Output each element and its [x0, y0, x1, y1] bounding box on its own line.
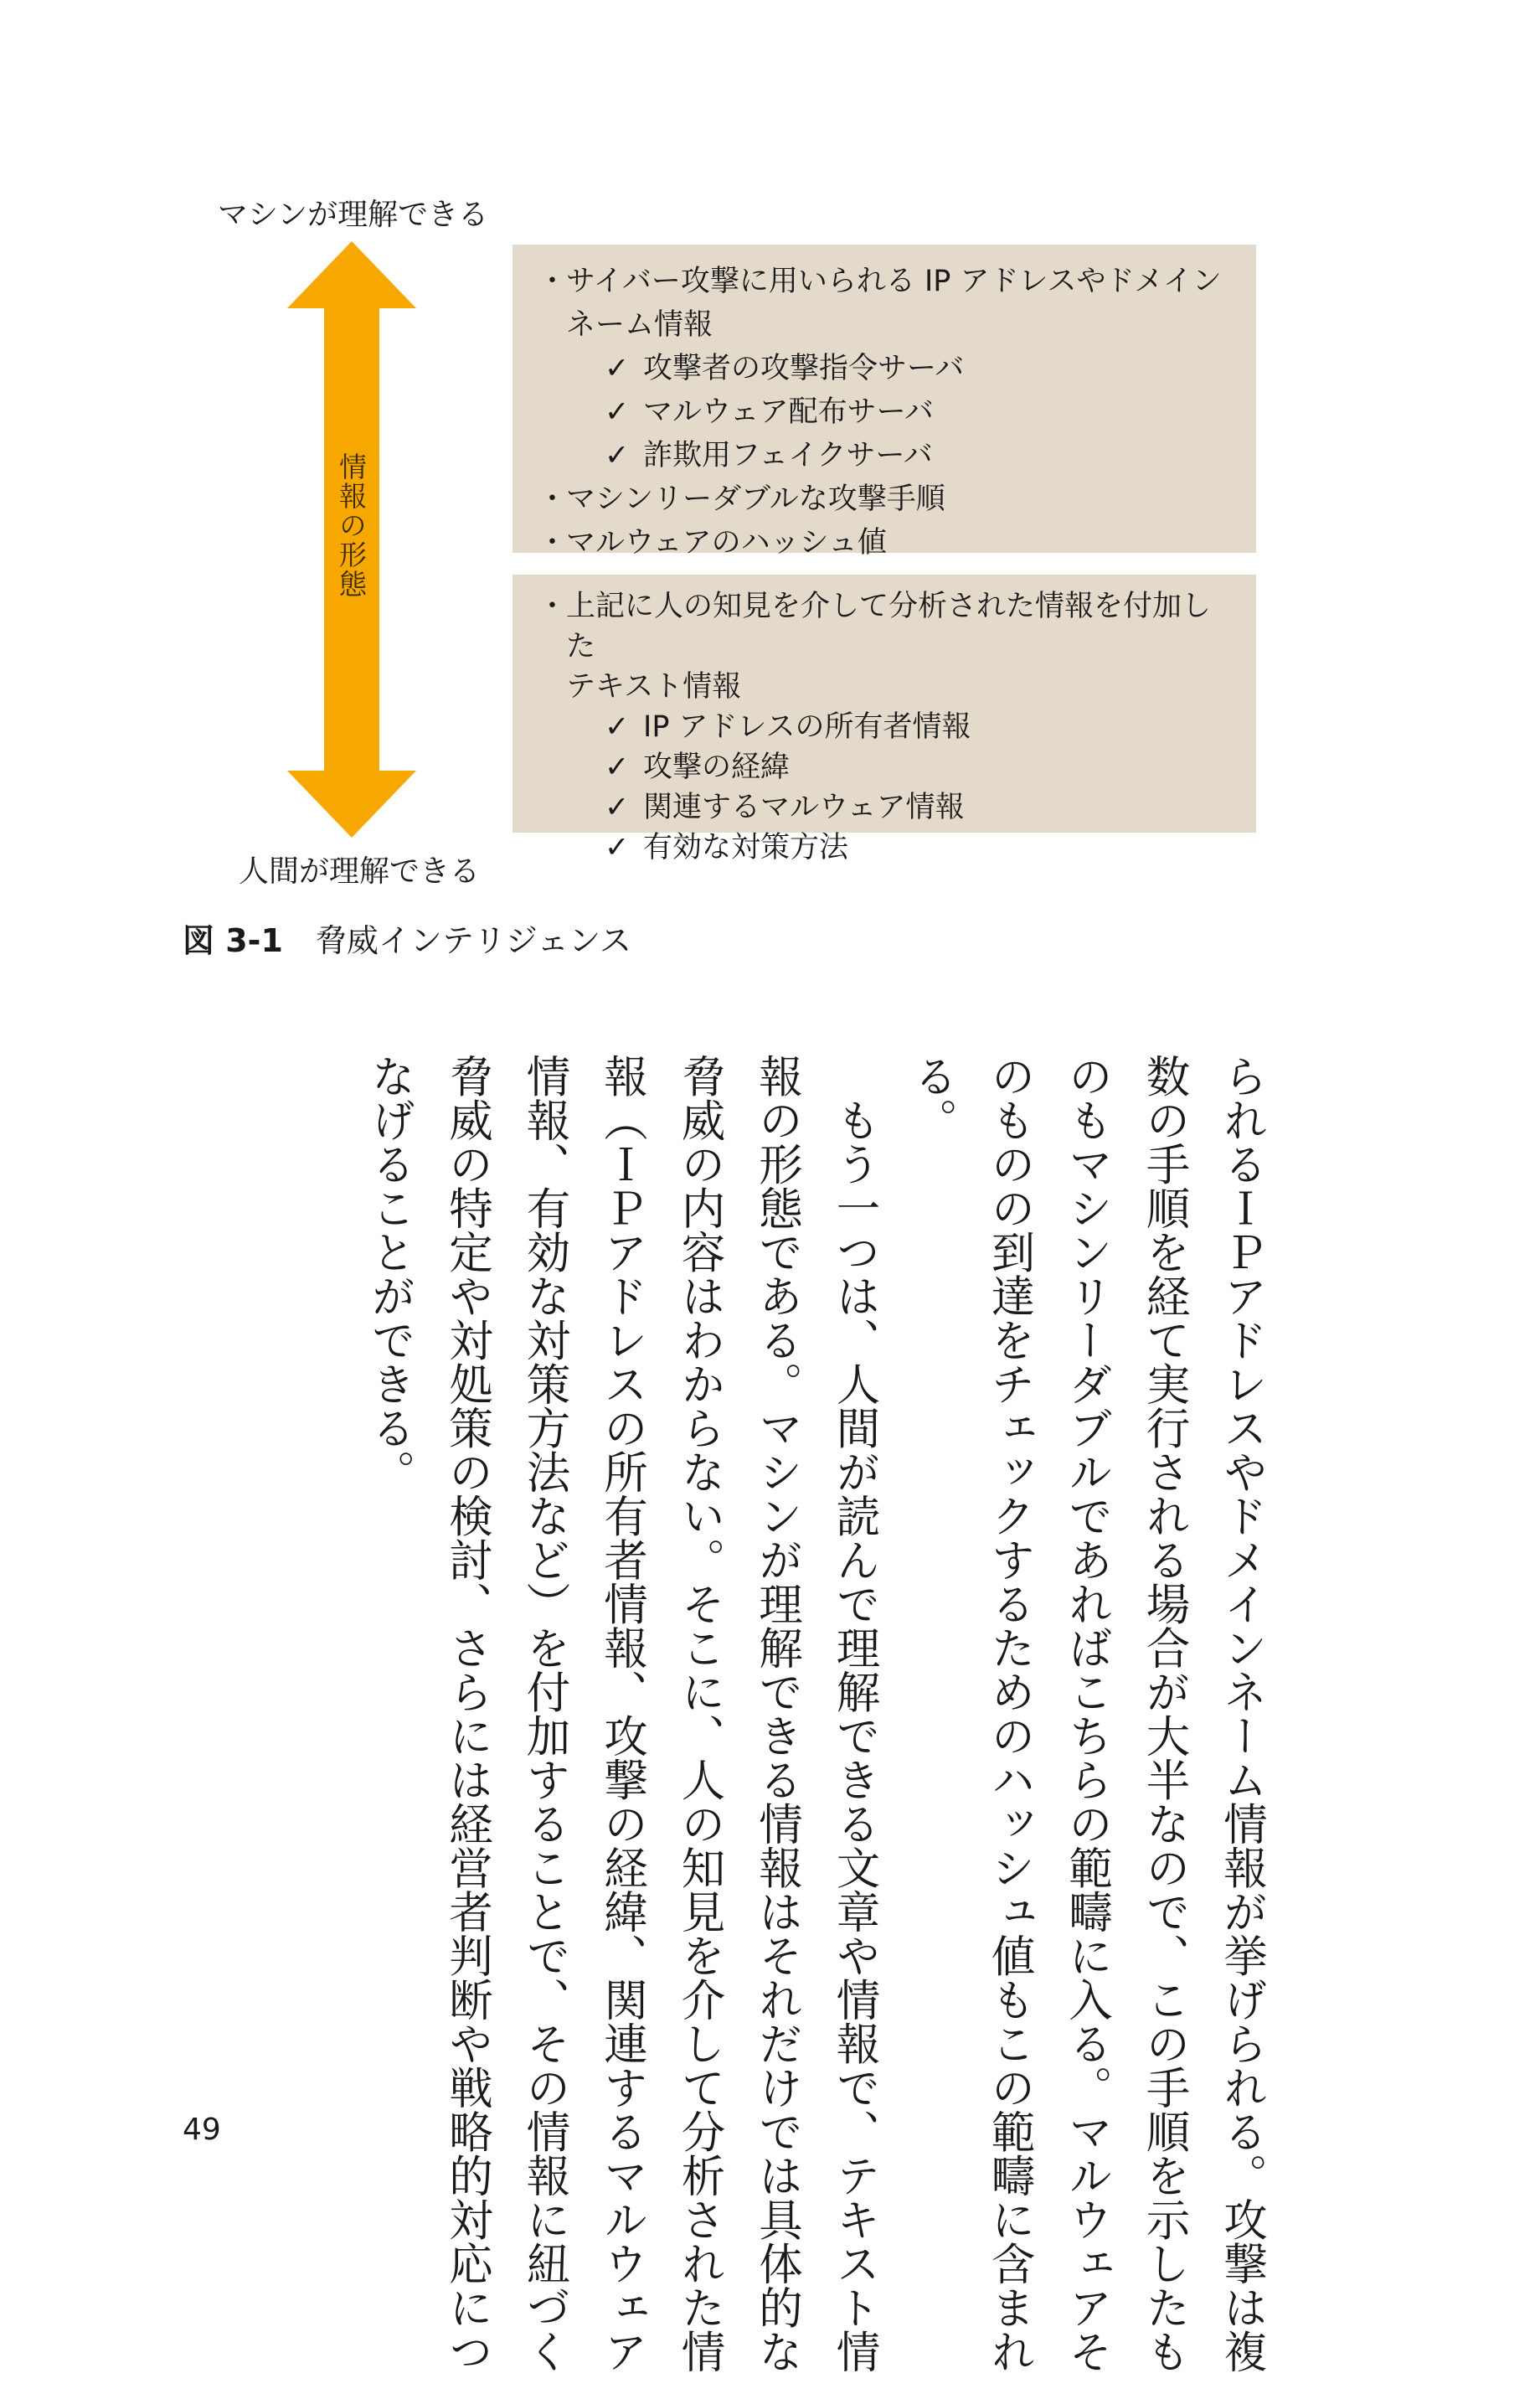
paragraph: られるＩＰアドレスやドメインネーム情報が挙げられる。攻撃は複数の手順を経て実行される場合が大半なので、この手順を示したものもマシンリーダブルであればこちらの範疇に入る。マルウェアそのものの到達をチェックするためのハッシュ値もこの範疇に含まれる。 [907, 1054, 1268, 2373]
check-item [538, 347, 1239, 390]
list-item [538, 477, 1239, 521]
list-item [538, 521, 1239, 565]
check-item [538, 707, 1239, 747]
axis-label-information-form: 情報の形態 [335, 452, 368, 599]
bullet-dot: ・ [538, 265, 568, 298]
bullet-dot: ・ [538, 482, 568, 516]
check-text: 攻撃者の攻撃指令サーバ [643, 352, 965, 385]
top-axis-label: マシンが理解できる [218, 198, 489, 232]
bullet-continuation: テキスト情報 [566, 670, 742, 704]
machine-readable-info-box [512, 245, 1256, 560]
bullet-dot: ・ [538, 526, 568, 560]
check-item [538, 828, 1239, 868]
figure-title: 脅威インテリジェンス [314, 922, 631, 959]
check-item [538, 747, 1239, 787]
checkmark-icon: ✓ [605, 395, 630, 429]
check-text: IP アドレスの所有者情報 [643, 710, 971, 744]
check-text: 攻撃の経緯 [643, 751, 791, 784]
check-item [538, 434, 1239, 477]
check-item [538, 787, 1239, 828]
list-item [538, 586, 1239, 667]
bullet-dot: ・ [538, 590, 568, 623]
checkmark-icon: ✓ [605, 439, 630, 472]
checkmark-icon: ✓ [605, 710, 630, 744]
bullet-text: マシンリーダブルな攻撃手順 [566, 482, 945, 516]
check-text: 関連するマルウェア情報 [643, 791, 965, 824]
checkmark-icon: ✓ [605, 352, 630, 385]
human-readable-info-box [512, 575, 1256, 864]
figure-number: 図 3-1 [183, 922, 283, 959]
bullet-text: サイバー攻撃に用いられる IP アドレスやドメイン [566, 265, 1222, 298]
checkmark-icon: ✓ [605, 791, 630, 824]
bullet-text: 上記に人の知見を介して分析された情報を付加した [566, 590, 1212, 663]
body-text [351, 1054, 1280, 2394]
figure-caption [183, 915, 631, 961]
list-item [538, 260, 1239, 303]
bullet-continuation: ネーム情報 [566, 308, 713, 342]
page-number: 49 [183, 2113, 221, 2147]
check-text: 詐欺用フェイクサーバ [643, 439, 933, 472]
check-text: マルウェア配布サーバ [643, 395, 934, 429]
bullet-text: マルウェアのハッシュ値 [566, 526, 887, 560]
check-item [538, 390, 1239, 434]
check-text: 有効な対策方法 [643, 831, 849, 864]
paragraph: もう一つは、人間が読んで理解できる文章や情報で、テキスト情報の形態である。マシンが理解できる情報はそれだけでは具体的な脅威の内容はわからない。そこに、人の知見を介して分析された情報（ＩＰアドレスの所有者情報、攻撃の経緯、関連するマルウェア情報、有効な対策方法など）を付加することで、その情報に紐づく脅威の特定や対処策の検討、さらには経営者判断や戦略的対応につなげることができる。 [364, 1054, 881, 2373]
checkmark-icon: ✓ [605, 831, 630, 864]
bottom-axis-label: 人間が理解できる [239, 854, 481, 889]
checkmark-icon: ✓ [605, 751, 630, 784]
